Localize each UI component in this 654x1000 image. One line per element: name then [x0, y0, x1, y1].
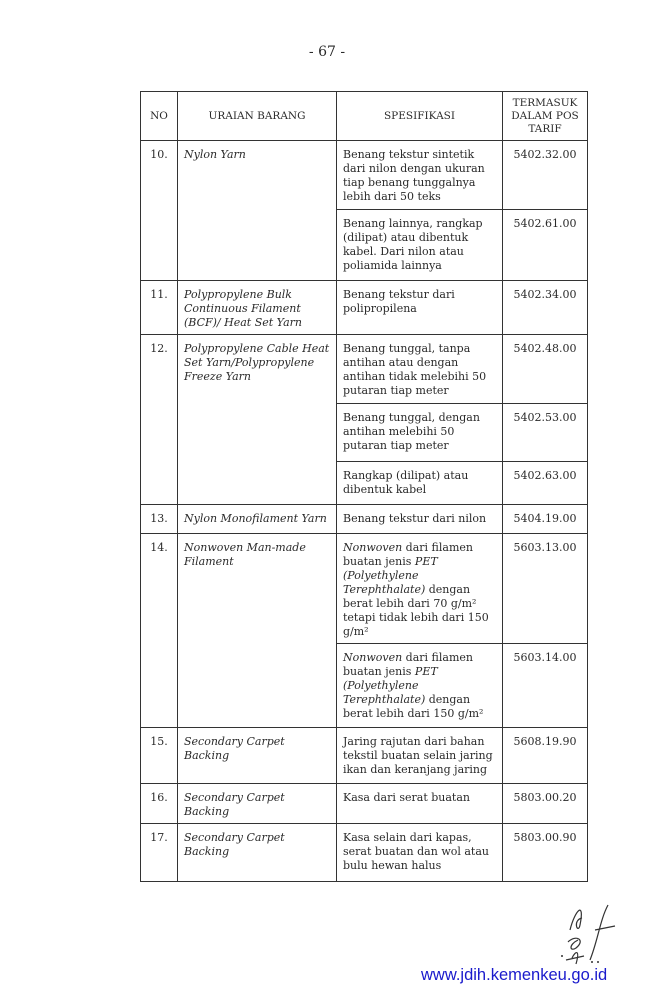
specification-cell [337, 644, 503, 728]
tariff-table [140, 91, 588, 882]
table-row [141, 505, 588, 534]
item-description: Secondary Carpet Backing [178, 824, 337, 882]
page-number: - 67 - [308, 44, 346, 60]
specification-cell [337, 784, 503, 824]
specification-text: PET (Polyethylene Terephthalate) [343, 665, 438, 706]
tariff-code: 5402.34.00 [503, 281, 588, 335]
specification-text: dengan berat lebih dari 150 g/m² [343, 693, 484, 720]
header-no: NO [141, 92, 178, 141]
row-number: 14. [141, 534, 178, 728]
table-row [141, 534, 588, 644]
row-number: 15. [141, 728, 178, 784]
item-description: Polypropylene Cable Heat Set Yarn/Polypropylene Freeze Yarn [178, 335, 337, 505]
table-row [141, 784, 588, 824]
specification-text: dari filamen buatan jenis [343, 651, 473, 678]
tariff-code: 5803.00.20 [503, 784, 588, 824]
item-description: Nonwoven Man-made Filament [178, 534, 337, 728]
table-row [141, 728, 588, 784]
specification-text: dengan berat lebih dari 70 g/m² tetapi tidak lebih dari 150 g/m² [343, 583, 489, 638]
table-row [141, 335, 588, 404]
specification-text: Benang tunggal, dengan antihan melebihi 50 putaran tiap meter [343, 411, 480, 452]
table-row [141, 141, 588, 210]
specification-text: Benang tunggal, tanpa antihan atau dengan antihan tidak melebihi 50 putaran tiap meter [343, 342, 487, 397]
tariff-code: 5402.32.00 [503, 141, 588, 210]
specification-text: Kasa selain dari kapas, serat buatan dan wol atau bulu hewan halus [343, 831, 489, 872]
row-number: 17. [141, 824, 178, 882]
row-number: 11. [141, 281, 178, 335]
row-number: 10. [141, 141, 178, 281]
tariff-code: 5402.61.00 [503, 210, 588, 281]
specification-cell [337, 210, 503, 281]
specification-cell [337, 824, 503, 882]
tariff-code: 5402.53.00 [503, 404, 588, 462]
item-description: Nylon Yarn [178, 141, 337, 281]
specification-text: Benang tekstur sintetik dari nilon dengan ukuran tiap benang tunggalnya lebih dari 50 teks [343, 148, 485, 203]
signature-initials [540, 890, 630, 970]
table-header-row [141, 92, 588, 141]
specification-cell [337, 404, 503, 462]
specification-cell [337, 141, 503, 210]
specification-text: Jaring rajutan dari bahan tekstil buatan selain jaring ikan dan keranjang jaring [343, 735, 493, 776]
tariff-code: 5402.63.00 [503, 462, 588, 505]
specification-text: Nonwoven [343, 541, 403, 554]
tariff-code: 5603.13.00 [503, 534, 588, 644]
table-row [141, 281, 588, 335]
item-description: Secondary Carpet Backing [178, 728, 337, 784]
header-spec: SPESIFIKASI [337, 92, 503, 141]
specification-text: Benang tekstur dari nilon [343, 512, 487, 525]
tariff-code: 5608.19.90 [503, 728, 588, 784]
specification-text: Rangkap (dilipat) atau dibentuk kabel [343, 469, 469, 496]
item-description: Secondary Carpet Backing [178, 784, 337, 824]
table-row [141, 824, 588, 882]
row-number: 16. [141, 784, 178, 824]
watermark-url[interactable]: www.jdih.kemenkeu.go.id [421, 966, 608, 984]
item-description: Nylon Monofilament Yarn [178, 505, 337, 534]
specification-text: dari filamen buatan jenis [343, 541, 473, 568]
specification-text: Nonwoven [343, 651, 403, 664]
specification-text: Benang tekstur dari polipropilena [343, 288, 455, 315]
tariff-code: 5404.19.00 [503, 505, 588, 534]
specification-text: Benang lainnya, rangkap (dilipat) atau dibentuk kabel. Dari nilon atau poliamida lainnya [343, 217, 483, 272]
tariff-code: 5603.14.00 [503, 644, 588, 728]
specification-cell [337, 505, 503, 534]
specification-cell [337, 534, 503, 644]
tariff-code: 5402.48.00 [503, 335, 588, 404]
specification-cell [337, 728, 503, 784]
row-number: 12. [141, 335, 178, 505]
tariff-code: 5803.00.90 [503, 824, 588, 882]
header-tarif: TERMASUK DALAM POS TARIF [503, 92, 588, 141]
specification-cell [337, 462, 503, 505]
specification-cell [337, 281, 503, 335]
specification-text: Kasa dari serat buatan [343, 791, 470, 804]
specification-cell [337, 335, 503, 404]
item-description: Polypropylene Bulk Continuous Filament (BCF)/ Heat Set Yarn [178, 281, 337, 335]
row-number: 13. [141, 505, 178, 534]
specification-text: PET (Polyethylene Terephthalate) [343, 555, 438, 596]
header-item: URAIAN BARANG [178, 92, 337, 141]
